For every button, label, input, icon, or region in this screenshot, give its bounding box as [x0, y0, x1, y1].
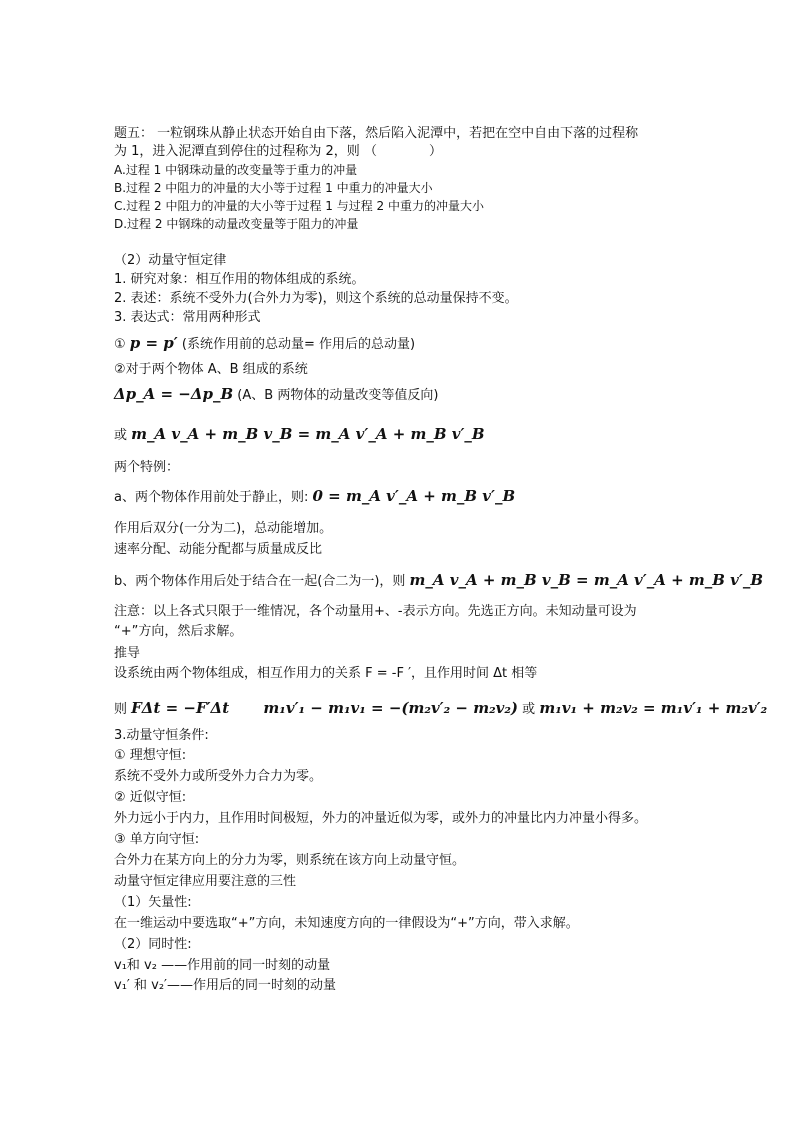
form1-prefix: ①: [114, 337, 126, 352]
derive-eq-3: m₁v₁ + m₂v₂ = m₁v′₁ + m₂v′₂: [539, 699, 768, 717]
condition-3-title: ③ 单方向守恒:: [114, 832, 200, 847]
derive-equations-line: [114, 700, 767, 718]
note-line-1: 注意：以上各式只限于一维情况，各个动量用+、-表示方向。先选正方向。未知动量可设为: [114, 604, 637, 619]
form1-line: [114, 335, 415, 353]
condition-2-title: ② 近似守恒:: [114, 790, 187, 805]
derive-or-word: 或: [522, 702, 536, 717]
case-a-line: [114, 488, 515, 506]
q5-line1: 题五： 一粒钢珠从静止状态开始自由下落，然后陷入泥潭中，若把在空中自由下落的过程称: [114, 126, 639, 141]
or-prefix: 或: [114, 428, 128, 443]
form1-equation: p = p′: [129, 334, 178, 352]
note-line-2: “+”方向，然后求解。: [114, 624, 243, 639]
q5-line2: 为 1，进入泥潭直到停住的过程称为 2，则 （ ）: [114, 144, 442, 159]
derive-setup: 设系统由两个物体组成，相互作用力的关系 F = -F ′，且作用时间 Δt 相等: [114, 666, 538, 681]
law-item-3: 3. 表达式：常用两种形式: [114, 310, 261, 325]
case-b-text: b、两个物体作用后处于结合在一起(合二为一)，则: [114, 574, 406, 589]
condition-1-text: 系统不受外力或所受外力合力为零。: [114, 769, 323, 784]
case-b-line: [114, 572, 763, 590]
condition-1-title: ① 理想守恒:: [114, 748, 187, 763]
case-a-text: a、两个物体作用前处于静止，则:: [114, 490, 309, 505]
q5-option-a: A.过程 1 中钢珠动量的改变量等于重力的冲量: [114, 163, 358, 177]
condition-2-text: 外力远小于内力，且作用时间极短，外力的冲量近似为零，或外力的冲量比内力冲量小得多。: [114, 811, 648, 826]
q5-option-c: C.过程 2 中阻力的冲量的大小等于过程 1 与过程 2 中重力的冲量大小: [114, 199, 484, 213]
derive-heading: 推导: [114, 646, 141, 661]
or-equation: m_A v_A + m_B v_B = m_A v′_A + m_B v′_B: [131, 425, 485, 443]
derive-eq-1: FΔt = −F′Δt: [131, 699, 230, 717]
form2-note: (A、B 两物体的动量改变等值反向): [237, 388, 439, 403]
prop-2-line-1: v₁和 v₂ ——作用前的同一时刻的动量: [114, 958, 331, 973]
prop-2-line-2: v₁′ 和 v₂′——作用后的同一时刻的动量: [114, 978, 336, 993]
props-heading: 动量守恒定律应用要注意的三性: [114, 874, 297, 889]
form2-eq-line: [114, 386, 438, 404]
form2-equation: Δp_A = −Δp_B: [114, 385, 234, 403]
law-item-2: 2. 表述：系统不受外力(合外力为零)，则这个系统的总动量保持不变。: [114, 291, 518, 306]
conditions-heading: 3.动量守恒条件:: [114, 728, 209, 743]
case-a-after-1: 作用后双分(一分为二)，总动能增加。: [114, 521, 333, 536]
form2-line: ②对于两个物体 A、B 组成的系统: [114, 362, 308, 377]
special-cases-label: 两个特例：: [114, 460, 180, 475]
law-heading: （2）动量守恒定律: [114, 253, 227, 268]
or-eq-line: [114, 426, 485, 444]
q5-option-d: D.过程 2 中钢珠的动量改变量等于阻力的冲量: [114, 217, 359, 231]
prop-2-title: （2）同时性:: [114, 937, 192, 952]
condition-3-text: 合外力在某方向上的分力为零，则系统在该方向上动量守恒。: [114, 853, 466, 868]
prop-1-text: 在一维运动中要选取“+”方向，未知速度方向的一律假设为“+”方向，带入求解。: [114, 916, 579, 931]
q5-option-b: B.过程 2 中阻力的冲量的大小等于过程 1 中重力的冲量大小: [114, 181, 433, 195]
law-item-1: 1. 研究对象：相互作用的物体组成的系统。: [114, 272, 365, 287]
case-a-equation: 0 = m_A v′_A + m_B v′_B: [312, 487, 516, 505]
form1-note: (系统作用前的总动量= 作用后的总动量): [181, 337, 416, 352]
case-a-after-2: 速率分配、动能分配都与质量成反比: [114, 542, 323, 557]
derive-then-prefix: 则: [114, 702, 128, 717]
case-b-equation: m_A v_A + m_B v_B = m_A v′_A + m_B v′_B: [409, 571, 763, 589]
derive-eq-2: m₁v′₁ − m₁v₁ = −(m₂v′₂ − m₂v₂): [263, 699, 519, 717]
prop-1-title: （1）矢量性:: [114, 895, 192, 910]
